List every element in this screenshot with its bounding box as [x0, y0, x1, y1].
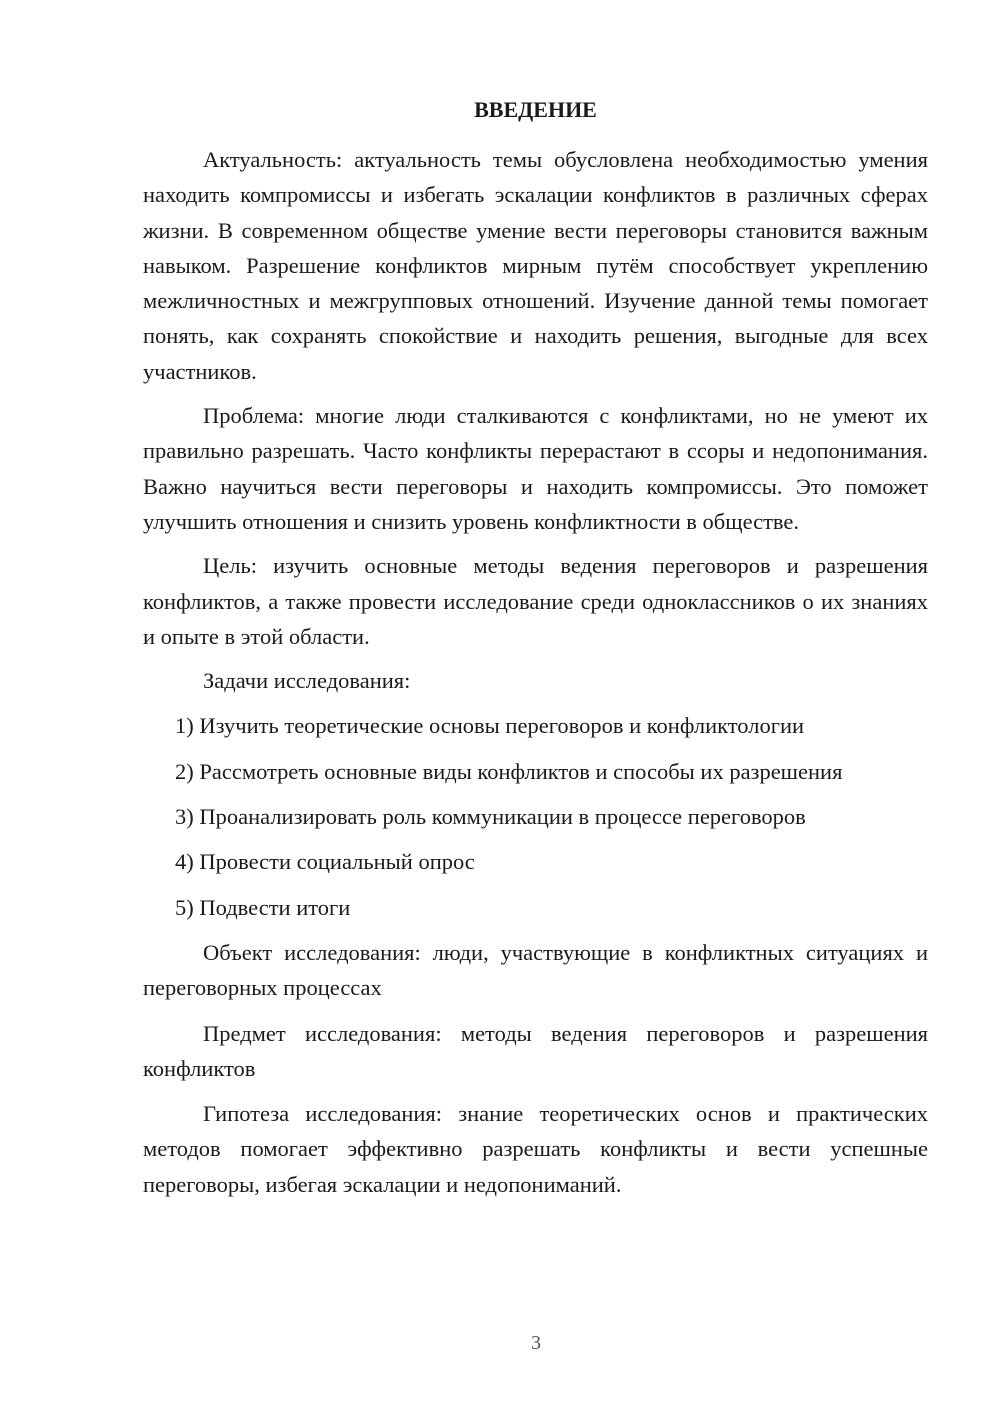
subject-paragraph: Предмет исследования: методы ведения переговоров и разрешения конфликтов — [143, 1020, 928, 1081]
goal-paragraph: Цель: изучить основные методы ведения переговоров и разрешения конфликтов, а также провести исследование среди одноклассников о их знаниях и опыте в этой области. — [143, 553, 928, 649]
tasks-list — [143, 708, 928, 924]
page-title: ВВЕДЕНИЕ — [474, 97, 597, 122]
object-paragraph: Объект исследования: люди, участвующие в конфликтных ситуациях и переговорных процессах — [143, 939, 928, 1001]
problem-paragraph: Проблема: многие люди сталкиваются с конфликтами, но не умеют их правильно разрешать. Часто конфликты перерастают в ссоры и недопонимания. Важно научиться вести переговоры и находить компромиссы. Это поможет улучшить отношения и снизить уровень конфликтности в обществе. — [143, 403, 928, 534]
list-item: 1) Изучить теоретические основы переговоров и конфликтологии — [175, 713, 805, 739]
tasks-heading: Задачи исследования: — [203, 668, 411, 694]
page-number: 3 — [531, 1332, 541, 1354]
hypothesis-paragraph: Гипотеза исследования: знание теоретических основ и практических методов помогает эффективно разрешать конфликты и вести успешные переговоры, избегая эскалации и недопониманий. — [143, 1101, 928, 1197]
list-item: 4) Провести социальный опрос — [175, 849, 475, 875]
list-item: 5) Подвести итоги — [175, 894, 351, 920]
document-page — [143, 95, 928, 1211]
relevance-paragraph: Актуальность: актуальность темы обусловлена необходимостью умения находить компромиссы и избегать эскалации конфликтов в различных сферах жизни. В современном обществе умение вести переговоры становится важным навыком. Разрешение конфликтов мирным путём способствует укреплению межличностных и межгрупповых отношений. Изучение данной темы помогает понять, как сохранять спокойствие и находить решения, выгодные для всех участников. — [143, 147, 928, 384]
list-item: 3) Проанализировать роль коммуникации в процессе переговоров — [175, 804, 806, 830]
list-item: 2) Рассмотреть основные виды конфликтов и способы их разрешения — [175, 758, 843, 784]
